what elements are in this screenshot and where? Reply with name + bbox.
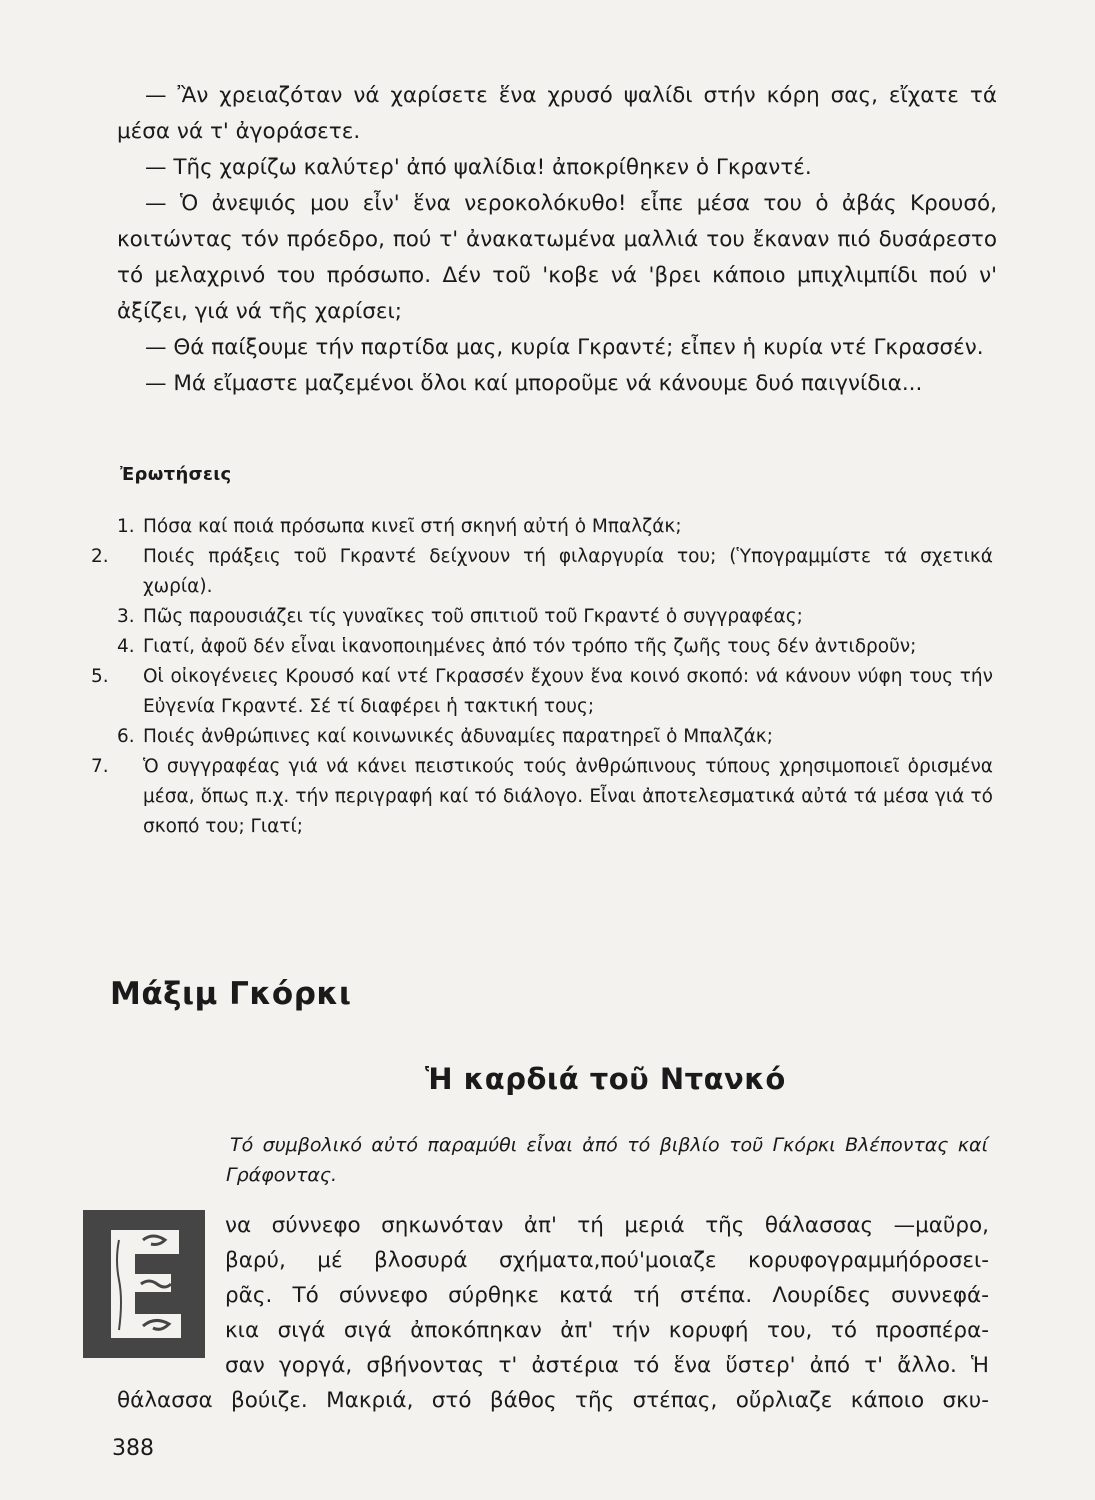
dialogue-line: — Μά εἴμαστε μαζεμένοι ὅλοι καί μποροῦμε νά κάνουμε δυό παιγνίδια... <box>145 371 923 396</box>
questions-heading: Ἐρωτήσεις <box>120 464 232 485</box>
body-line: κια σιγά σιγά ἀποκόπηκαν ἀπ' τήν κορυφή του, τό προσπέρα- <box>225 1318 989 1343</box>
question-number: 3. <box>117 606 135 627</box>
question-item <box>117 512 993 542</box>
questions-list <box>91 512 993 842</box>
body-line: βαρύ, μέ βλοσυρά σχήματα,πού'μοιαζε κορυφογραμμήόροσει- <box>225 1248 989 1273</box>
story-body <box>117 1208 989 1418</box>
question-text: Οἱ οἰκογένειες Κρουσό καί ντέ Γκρασσέν ἔχουν ἕνα κοινό σκοπό: νά κάνουν νύφη τους τήν Εὐγενία Γκραντέ. Σέ τί διαφέρει ἡ τακτική τους; <box>143 666 993 717</box>
body-line: σαν γοργά, σβήνοντας τ' ἀστέρια τό ἕνα ὕστερ' ἀπό τ' ἄλλο. Ἡ <box>225 1353 989 1378</box>
dialogue-section <box>117 78 997 402</box>
question-item <box>117 602 993 632</box>
story-intro: Τό συμβολικό αὐτό παραμύθι εἶναι ἀπό τό βιβλίο τοῦ Γκόρκι Βλέποντας καί Γράφοντας. <box>226 1134 988 1186</box>
question-item <box>91 662 993 722</box>
question-number: 5. <box>91 666 109 687</box>
dialogue-line: — Τῆς χαρίζω καλύτερ' ἀπό ψαλίδια! ἀποκρίθηκεν ὁ Γκραντέ. <box>145 155 812 180</box>
question-number: 1. <box>117 516 135 537</box>
question-text: Πόσα καί ποιά πρόσωπα κινεῖ στή σκηνή αὐτή ὁ Μπαλζάκ; <box>143 516 682 537</box>
dialogue-line: — Ὁ ἀνεψιός μου εἶν' ἕνα νεροκολόκυθο! εἶπε μέσα του ὁ ἀβάς Κρουσό, κοιτώντας τόν πρόεδρο, πού τ' ἀνακατωμένα μαλλιά του ἔκαναν πιό δυσάρεστο τό μελαχρινό του πρόσωπο. Δέν τοῦ 'κοβε νά 'βρει κάποιο μπιχλιμπίδι πού ν' ἀξίζει, γιά νά τῆς χαρίσει; <box>117 191 997 324</box>
body-line: να σύννεφο σηκωνόταν ἀπ' τή μεριά τῆς θάλασσας —μαῦρο, <box>225 1213 989 1238</box>
author-heading: Μάξιμ Γκόρκι <box>110 976 352 1012</box>
question-text: Πῶς παρουσιάζει τίς γυναῖκες τοῦ σπιτιοῦ τοῦ Γκραντέ ὁ συγγραφέας; <box>143 606 803 627</box>
dialogue-line: — Θά παίξουμε τήν παρτίδα μας, κυρία Γκραντέ; εἶπεν ἡ κυρία ντέ Γκρασσέν. <box>145 335 984 360</box>
question-text: Γιατί, ἀφοῦ δέν εἶναι ἱκανοποιημένες ἀπό τόν τρόπο τῆς ζωῆς τους δέν ἀντιδροῦν; <box>143 636 917 657</box>
story-title: Ἡ καρδιά τοῦ Ντανκό <box>425 1062 786 1096</box>
question-text: Ὁ συγγραφέας γιά νά κάνει πειστικούς τούς ἀνθρώπινους τύπους χρησιμοποιεῖ ὁρισμένα μέσα, ὅπως π.χ. τήν περιγραφή καί τό διάλογο. Εἶναι ἀποτελεσματικά αὐτά τά μέσα γιά τό σκοπό του; Γιατί; <box>143 756 993 837</box>
dialogue-line: — Ἂν χρειαζόταν νά χαρίσετε ἕνα χρυσό ψαλίδι στήν κόρη σας, εἴχατε τά μέσα νά τ' ἀγοράσετε. <box>117 83 997 144</box>
question-number: 7. <box>91 756 109 777</box>
question-item <box>91 542 993 602</box>
question-text: Ποιές πράξεις τοῦ Γκραντέ δείχνουν τή φιλαργυρία του; (Ὑπογραμμίστε τά σχετικά χωρία). <box>143 546 993 597</box>
question-item <box>91 752 993 842</box>
question-number: 6. <box>117 726 135 747</box>
body-line: ρᾶς. Τό σύννεφο σύρθηκε κατά τή στέπα. Λουρίδες συννεφά- <box>225 1283 989 1308</box>
page-number: 388 <box>112 1436 154 1461</box>
question-item <box>117 722 993 752</box>
question-number: 2. <box>91 546 109 567</box>
question-item <box>117 632 993 662</box>
question-text: Ποιές ἀνθρώπινες καί κοινωνικές ἀδυναμίες παρατηρεῖ ὁ Μπαλζάκ; <box>143 726 773 747</box>
question-number: 4. <box>117 636 135 657</box>
body-line: θάλασσα βούιζε. Μακριά, στό βάθος τῆς στέπας, οὔρλιαζε κάποιο σκυ- <box>117 1388 989 1413</box>
